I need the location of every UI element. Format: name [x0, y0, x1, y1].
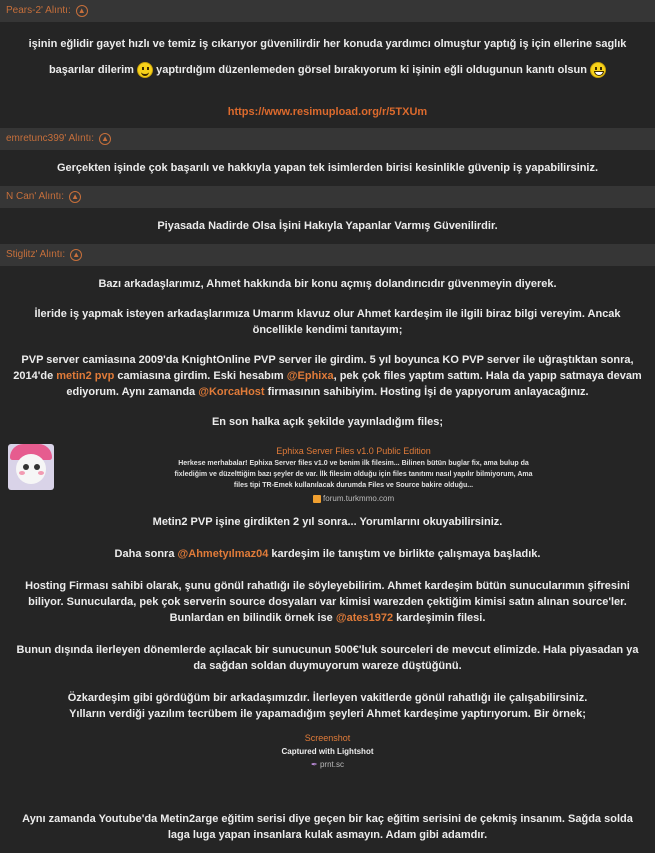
mention-link[interactable]: @KorcaHost: [198, 386, 265, 399]
embed-description: fixlediğim ve düzelttiğim bazı şeyler de var. İlk filesim olduğu için files tanıtımı nasıl yapılır bilmiyorum, Ama: [174, 471, 533, 479]
embed-domain: [60, 493, 647, 504]
post-text-part: kardeşim ile tanıştım ve birlikte çalışmaya başladık.: [271, 548, 541, 561]
quote-text: Piyasada Nadirde Olsa İşini Hakıyla Yapanlar Varmış Güvenilirdir.: [157, 220, 498, 233]
screenshot-title[interactable]: Screenshot: [304, 733, 351, 744]
quote-author[interactable]: Pears-2' Alıntı:: [6, 5, 71, 16]
post-paragraph: Aynı zamanda Youtube'da Metin2arge eğitim serisi diye geçen bir kaç eğitim serisini de çekmiş insanım. Sağda solda laga luga yapan insanlara kulak asmayın. Adam gibi adamdır.: [22, 813, 633, 842]
arrow-up-circle-icon[interactable]: ▲: [69, 191, 81, 203]
quote-content: [0, 266, 655, 430]
quote-header: [0, 186, 655, 208]
quote-content: [0, 504, 655, 722]
quote-block: [0, 128, 655, 186]
quote-block: [0, 186, 655, 244]
screenshot-domain-text: prnt.sc: [319, 760, 344, 770]
post-text-part: camiasına girdim. Eski hesabım: [117, 370, 284, 383]
image-link[interactable]: https://www.resimupload.org/r/5TXUm: [227, 106, 428, 119]
arrow-up-circle-icon[interactable]: ▲: [76, 5, 88, 17]
quote-content: [0, 208, 655, 244]
embed-title[interactable]: Ephixa Server Files v1.0 Public Edition: [276, 446, 431, 457]
quote-text: işinin eğlidir gayet hızlı ve temiz iş cıkarıyor güvenilirdir her konuda yardımcı olmuştur yaptığ iş için ellerine saglık: [28, 38, 627, 50]
quote-content: [0, 811, 655, 843]
quote-block: [0, 0, 655, 128]
arrow-up-circle-icon[interactable]: ▲: [99, 133, 111, 145]
post-text-part: PVP server camiasına 2009'da KnightOnline PVP server ile girdim. 5 yıl boyunca KO PVP server ile uğraştıktan sonra, 2014'de: [13, 354, 634, 383]
mention-link[interactable]: metin2 pvp: [56, 370, 115, 383]
mention-link[interactable]: @Ephixa: [286, 370, 334, 383]
embed-description: files tipi TR-Emek kullanılacak durumda Files ve Source bakire olduğu...: [233, 482, 474, 490]
post-paragraph: Metin2 PVP işine girdikten 2 yıl sonra... Yorumlarını okuyabilirsiniz.: [152, 516, 503, 529]
post-text-part: , pek çok files yaptım sattım. Hala da yapıp satmaya devam ediyorum. Aynı zamanda: [66, 370, 642, 399]
screenshot-domain: [0, 758, 655, 771]
post-paragraph: Yılların verdiği yazılım tecrübem ile yapamadığım şeyleri Ahmet kardeşime yaptırıyorum. Bir örnek;: [69, 708, 586, 721]
post-paragraph: [10, 352, 645, 400]
quote-text-part: yaptırdığım düzenlemeden görsel bırakıyorum ki işinin eğli oldugunun kanıtı olsun: [156, 64, 587, 76]
quote-author[interactable]: Stiglitz' Alıntı:: [6, 249, 66, 261]
mention-link[interactable]: @Ahmetyılmaz04: [177, 548, 269, 561]
post-paragraph: Bunun dışında ilerleyen dönemlerde açılacak bir sunucunun 500€'luk sourceleri de mevcut elimizde. Hala piyasadan ya da sağdan soldan duymuyorum wareze düştüğünü.: [16, 644, 639, 673]
smile-emoji-icon: [137, 62, 153, 78]
post-text-part: Daha sonra: [114, 548, 175, 561]
feather-icon: ✒: [311, 760, 318, 770]
embed-domain-text: forum.turkmmo.com: [323, 494, 395, 504]
post-paragraph: [10, 578, 645, 626]
link-embed[interactable]: [0, 444, 655, 504]
embed-body: [60, 444, 647, 504]
quote-text: Gerçekten işinde çok başarılı ve hakkıyla yapan tek isimlerden birisi kesinlikle güvenip iş yapabilirsiniz.: [56, 162, 599, 175]
quote-author[interactable]: N Can' Alıntı:: [6, 191, 65, 203]
quote-text-part: başarılar dilerim: [48, 64, 134, 76]
quote-content: [0, 22, 655, 128]
post-paragraph: İleride iş yapmak isteyen arkadaşlarımıza Umarım klavuz olur Ahmet kardeşim ile ilgili biraz bilgi vereyim. Ancak öncellikle kendimi tanıtayım;: [34, 308, 621, 337]
post-paragraph: Bazı arkadaşlarımız, Ahmet hakkında bir konu açmış dolandırıcıdır güvenmeyin diyerek.: [98, 278, 557, 291]
site-favicon-icon: [313, 495, 321, 503]
screenshot-subtitle: Captured with Lightshot: [281, 747, 374, 757]
embed-thumbnail[interactable]: [8, 444, 54, 490]
embed-description: Herkese merhabalar! Ephixa Server files v1.0 ve benim ilk filesim... Bilinen bütün buglar fix, ama bulup da: [178, 460, 529, 468]
post-paragraph: [10, 546, 645, 562]
mention-link[interactable]: @ates1972: [335, 612, 394, 625]
quote-text: [10, 62, 645, 78]
quote-header: [0, 0, 655, 22]
quote-block: [0, 244, 655, 843]
quote-header: [0, 244, 655, 266]
quote-header: [0, 128, 655, 150]
post-text-part: firmasının sahibiyim. Hosting İşi de yapıyorum anlayacağınız.: [267, 386, 589, 399]
post-paragraph: En son halka açık şekilde yayınladığım files;: [211, 416, 444, 429]
quote-author[interactable]: emretunc399' Alıntı:: [6, 133, 95, 145]
post-text-part: Hosting Firması sahibi olarak, şunu gönül rahatlığı ile söyleyebilirim. Ahmet kardeşim bütün sunucularımın şifresini biliyor. Sunucularda, pek çok serverin source dosyaları var kimisi warezden çektiğim kimisi satın alınan source'ler. Bunlardan en bilindik örnek ise: [25, 580, 630, 625]
quote-content: [0, 150, 655, 186]
post-paragraph: Özkardeşim gibi gördüğüm bir arkadaşımızdır. İlerleyen vakitlerde gönül rahatlığı ile çalışabilirsiniz.: [67, 692, 588, 705]
arrow-up-circle-icon[interactable]: ▲: [70, 249, 82, 261]
post-text-part: kardeşimin filesi.: [396, 612, 486, 625]
screenshot-embed[interactable]: [0, 732, 655, 771]
grin-emoji-icon: [590, 62, 606, 78]
